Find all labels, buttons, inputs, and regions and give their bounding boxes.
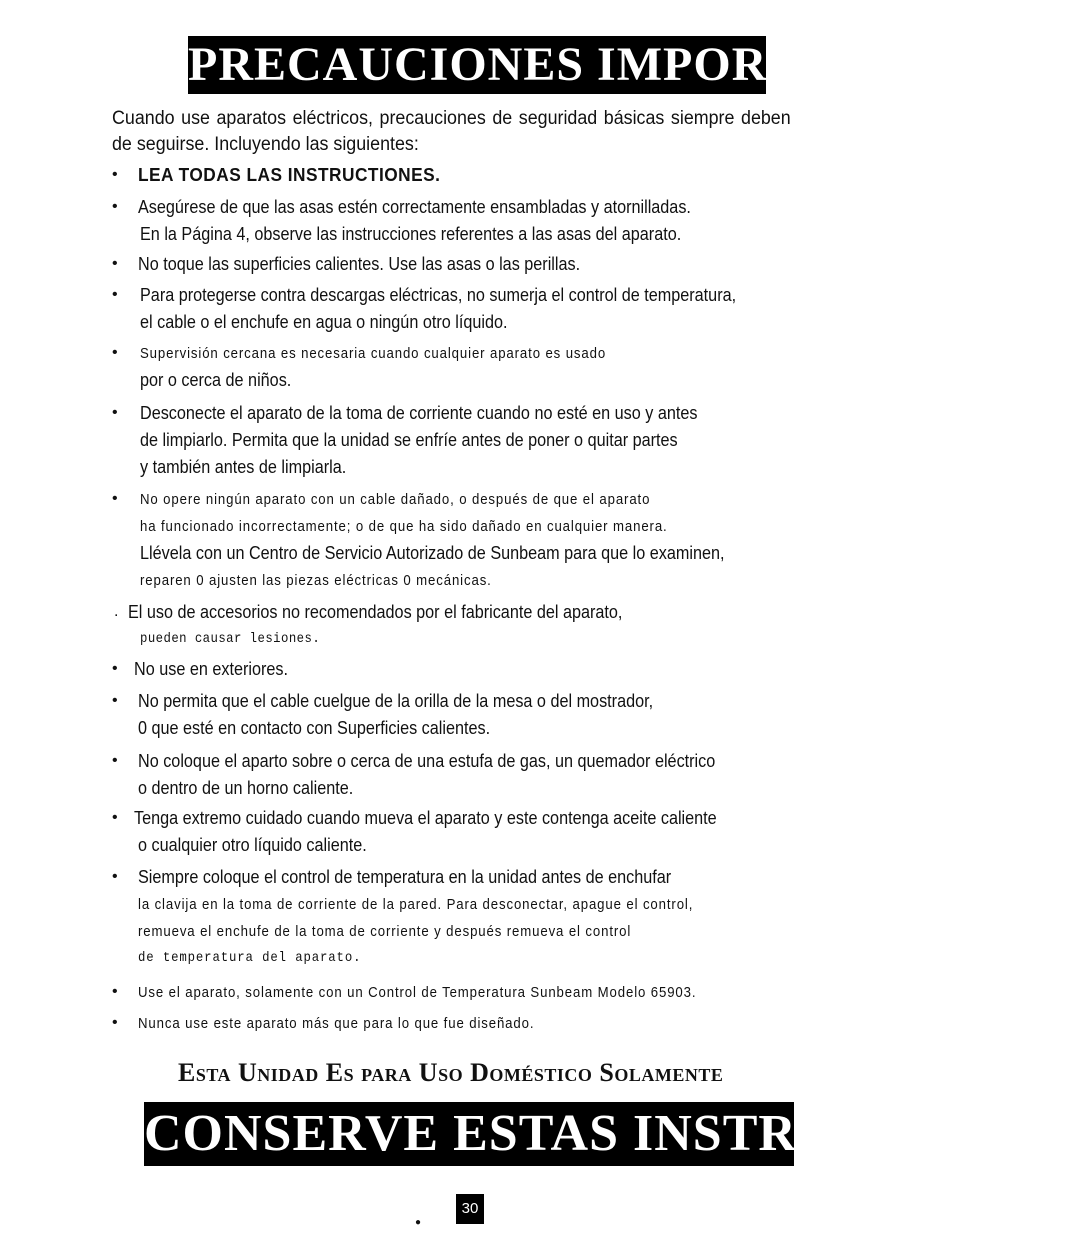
intro-paragraph: Cuando use aparatos eléctricos, precauciones de seguridad básicas siempre deben de seguirse. Incluyendo las siguientes:	[112, 108, 791, 155]
list-item-text: o dentro de un horno caliente.	[138, 778, 354, 798]
bullet-marker: •	[112, 983, 118, 1000]
list-item-text: Supervisión cercana es necesaria cuando cualquier aparato es usado	[140, 345, 607, 362]
list-item-text: Siempre coloque el control de temperatura en la unidad antes de enchufar	[138, 867, 672, 887]
bullet-marker: •	[112, 692, 118, 709]
bullet-marker: •	[112, 809, 118, 826]
page-title-banner: PRECAUCIONES IMPORTANTES	[188, 36, 766, 94]
list-item	[112, 194, 834, 248]
list-item-text: No coloque el aparto sobre o cerca de una estufa de gas, un quemador eléctrico	[138, 751, 716, 771]
list-item	[112, 864, 834, 972]
bullet-marker: •	[112, 752, 118, 769]
bullet-marker: .	[114, 603, 119, 620]
list-item-text: de limpiarlo. Permita que la unidad se enfríe antes de poner o quitar partes	[140, 430, 678, 450]
list-item-text: Desconecte el aparato de la toma de corriente cuando no esté en uso y antes	[140, 403, 698, 423]
list-item-text: LEA TODAS LAS INSTRUCTIONES.	[138, 165, 441, 185]
list-item	[112, 486, 834, 594]
list-item	[112, 1010, 834, 1037]
list-item-text: Use el aparato, solamente con un Control de Temperatura Sunbeam Modelo 65903.	[138, 984, 697, 1001]
list-item-text: y también antes de limpiarla.	[140, 457, 347, 477]
household-use-notice: Esta Unidad Es para Uso Doméstico Solamente	[178, 1058, 724, 1087]
list-item-text: pueden causar lesiones.	[140, 631, 321, 647]
list-item-text: remueva el enchufe de la toma de corriente y después remueva el control	[138, 923, 632, 940]
bullet-marker: •	[112, 166, 118, 183]
page-number: 30	[456, 1194, 484, 1224]
list-item	[112, 805, 834, 859]
list-item-text: 0 que esté en contacto con Superficies calientes.	[138, 718, 491, 738]
bullet-marker: •	[112, 490, 118, 507]
list-item-text: En la Página 4, observe las instrucciones referentes a las asas del aparato.	[140, 224, 682, 244]
list-item	[112, 340, 834, 394]
bullet-marker: •	[112, 1014, 118, 1031]
list-item-text: Asegúrese de que las asas estén correctamente ensambladas y atornilladas.	[138, 197, 691, 217]
scan-speck-icon: ●	[415, 1217, 422, 1228]
list-item-text: No permita que el cable cuelgue de la orilla de la mesa o del mostrador,	[138, 691, 654, 711]
list-item-text: Llévela con un Centro de Servicio Autorizado de Sunbeam para que lo examinen,	[140, 543, 725, 563]
list-item-text: No use en exteriores.	[134, 659, 288, 679]
list-item-text: Nunca use este aparato más que para lo que fue diseñado.	[138, 1015, 535, 1032]
list-item-text: El uso de accesorios no recomendados por el fabricante del aparato,	[128, 602, 623, 622]
list-item	[112, 162, 834, 189]
list-item	[112, 400, 834, 481]
list-item-text: ha funcionado incorrectamente; o de que ha sido dañado en cualquier manera.	[140, 518, 668, 535]
list-item-text: No opere ningún aparato con un cable dañado, o después de que el aparato	[140, 491, 651, 508]
list-item	[112, 748, 834, 802]
list-item-text: la clavija en la toma de corriente de la pared. Para desconectar, apague el control,	[138, 896, 694, 913]
list-item	[112, 656, 834, 683]
bullet-marker: •	[112, 868, 118, 885]
list-item	[112, 688, 834, 742]
list-item	[112, 979, 834, 1006]
list-item	[112, 599, 834, 653]
list-item-text: por o cerca de niños.	[140, 370, 292, 390]
bullet-marker: •	[112, 286, 118, 303]
list-item	[112, 282, 834, 336]
list-item-text: o cualquier otro líquido caliente.	[138, 835, 367, 855]
bullet-marker: •	[112, 660, 118, 677]
list-item-text: No toque las superficies calientes. Use las asas o las perillas.	[138, 254, 581, 274]
bullet-marker: •	[112, 344, 118, 361]
list-item-text: reparen 0 ajusten las piezas eléctricas 0 mecánicas.	[140, 572, 492, 589]
list-item-text: el cable o el enchufe en agua o ningún otro líquido.	[140, 312, 508, 332]
list-item-text: Tenga extremo cuidado cuando mueva el aparato y este contenga aceite caliente	[134, 808, 717, 828]
bullet-marker: •	[112, 404, 118, 421]
save-instructions-banner: CONSERVE ESTAS INSTRUCTIONES	[144, 1102, 794, 1166]
list-item-text: Para protegerse contra descargas eléctricas, no sumerja el control de temperatura,	[140, 285, 737, 305]
list-item-text: de temperatura del aparato.	[138, 950, 362, 966]
bullet-marker: •	[112, 198, 118, 215]
bullet-marker: •	[112, 255, 118, 272]
list-item	[112, 251, 834, 278]
